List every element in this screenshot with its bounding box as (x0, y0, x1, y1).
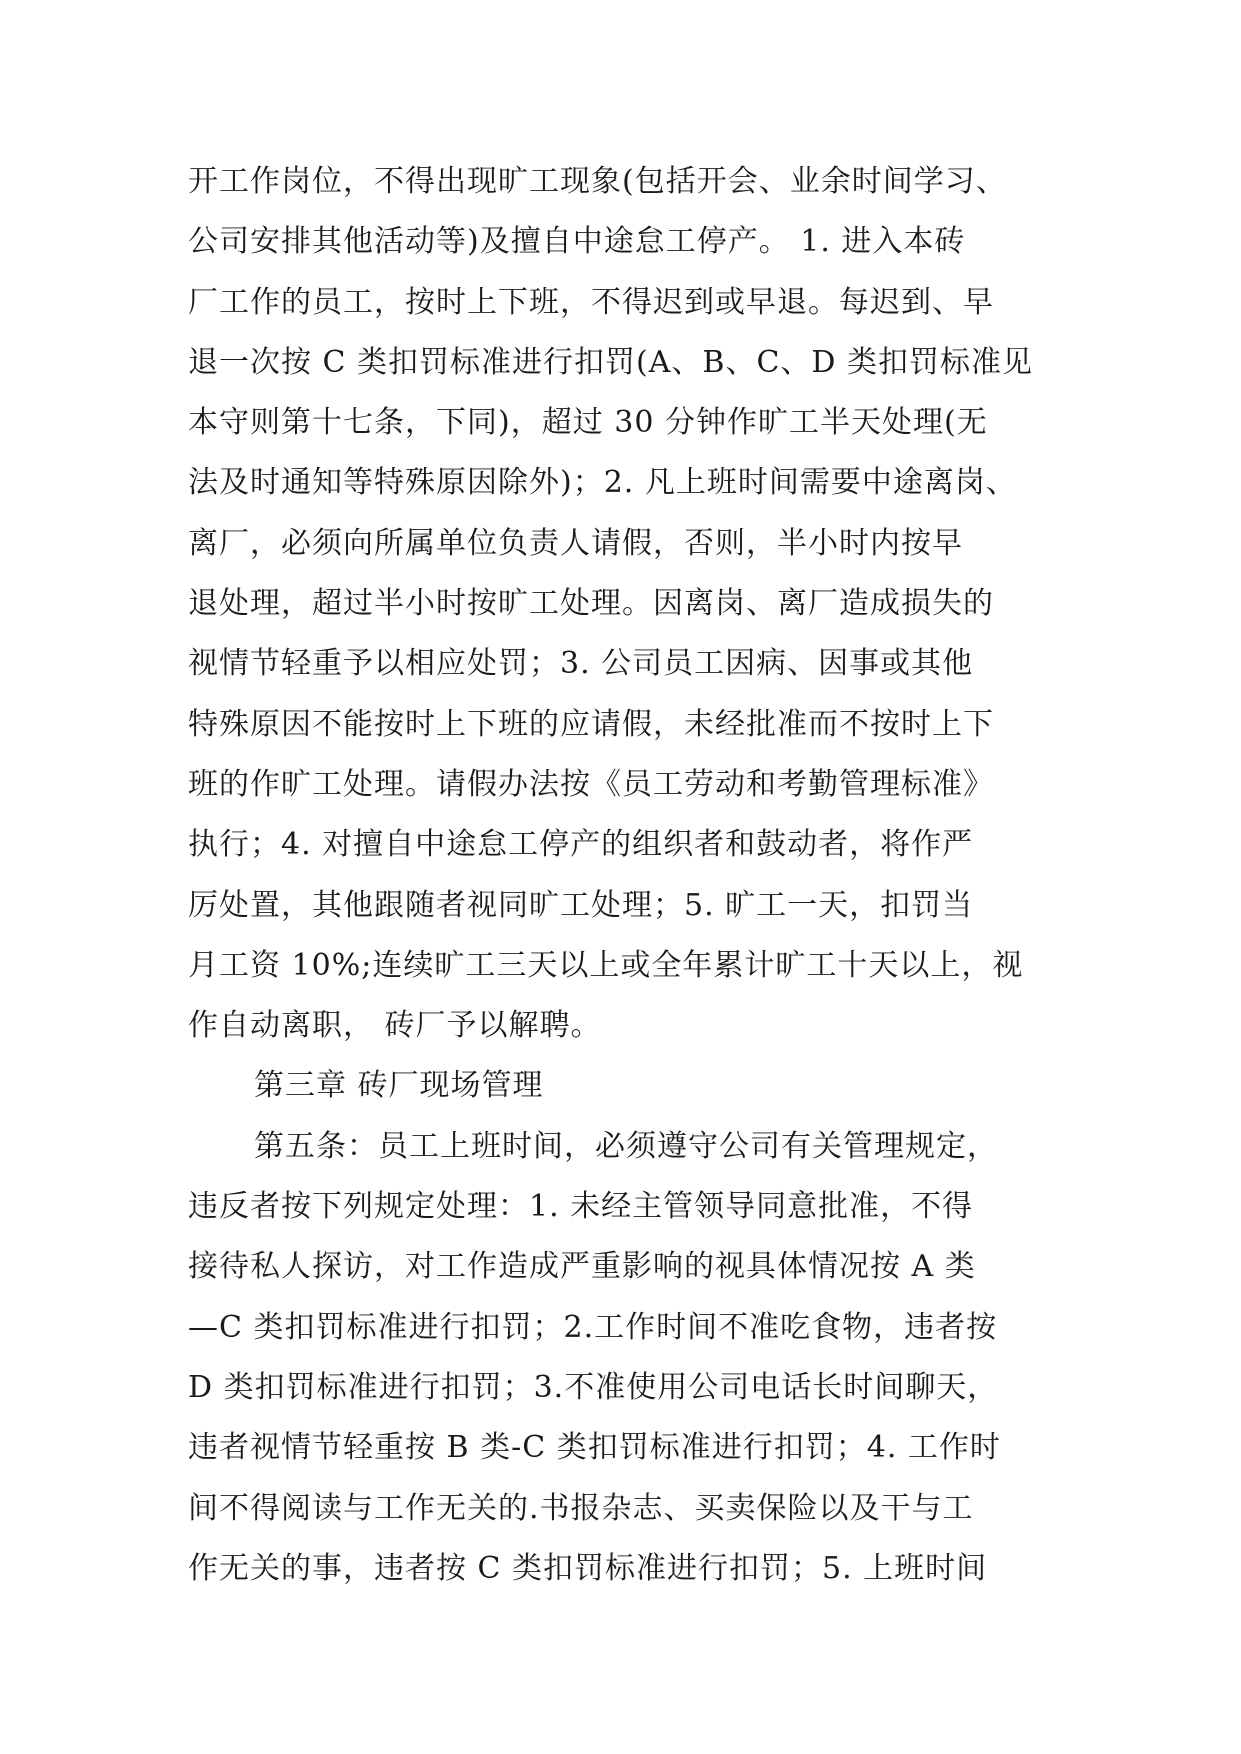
article-heading-line: 第五条：员工上班时间，必须遵守公司有关管理规定， (254, 1128, 998, 1164)
text-line: 执行；4. 对擅自中途怠工停产的组织者和鼓动者，将作严 (188, 827, 974, 863)
text-line: 月工资 10%;连续旷工三天以上或全年累计旷工十天以上，视 (188, 947, 1024, 983)
text-line: 退处理，超过半小时按旷工处理。因离岗、离厂造成损失的 (188, 586, 994, 622)
text-line: 特殊原因不能按时上下班的应请假，未经批准而不按时上下 (188, 706, 994, 742)
text-line: D 类扣罚标准进行扣罚；3.不准使用公司电话长时间聊天， (188, 1369, 999, 1405)
text-line: 班的作旷工处理。请假办法按《员工劳动和考勤管理标准》 (188, 766, 994, 802)
text-line: 违者视情节轻重按 B 类-C 类扣罚标准进行扣罚；4. 工作时 (188, 1430, 1001, 1466)
text-line: 开工作岗位，不得出现旷工现象(包括开会、业余时间学习、 (188, 164, 1007, 199)
text-line: 作无关的事，违者按 C 类扣罚标准进行扣罚；5. 上班时间 (188, 1550, 988, 1586)
body-text (188, 152, 1068, 1599)
text-line: —C 类扣罚标准进行扣罚；2.工作时间不准吃食物，违者按 (188, 1309, 998, 1345)
text-line: 厂工作的员工，按时上下班，不得迟到或早退。每迟到、早 (188, 284, 994, 320)
text-line: 接待私人探访，对工作造成严重影响的视具体情况按 A 类 (188, 1249, 976, 1285)
text-line: 违反者按下列规定处理：1. 未经主管领导同意批准，不得 (188, 1189, 974, 1225)
chapter-heading: 第三章 砖厂现场管理 (254, 1068, 544, 1104)
text-line: 间不得阅读与工作无关的.书报杂志、买卖保险以及干与工 (188, 1490, 974, 1526)
text-line: 公司安排其他活动等)及擅自中途怠工停产。 1. 进入本砖 (188, 224, 966, 260)
text-line: 退一次按 C 类扣罚标准进行扣罚(A、B、C、D 类扣罚标准见 (188, 344, 1033, 380)
text-line: 本守则第十七条，下同)，超过 30 分钟作旷工半天处理(无 (188, 405, 988, 441)
text-line: 厉处置，其他跟随者视同旷工处理；5. 旷工一天，扣罚当 (188, 887, 974, 923)
text-line: 法及时通知等特殊原因除外)；2. 凡上班时间需要中途离岗、 (188, 465, 1017, 501)
text-line: 作自动离职， 砖厂予以解聘。 (188, 1008, 602, 1044)
text-line: 离厂，必须向所属单位负责人请假，否则，半小时内按早 (188, 525, 963, 561)
text-line: 视情节轻重予以相应处罚；3. 公司员工因病、因事或其他 (188, 646, 974, 682)
